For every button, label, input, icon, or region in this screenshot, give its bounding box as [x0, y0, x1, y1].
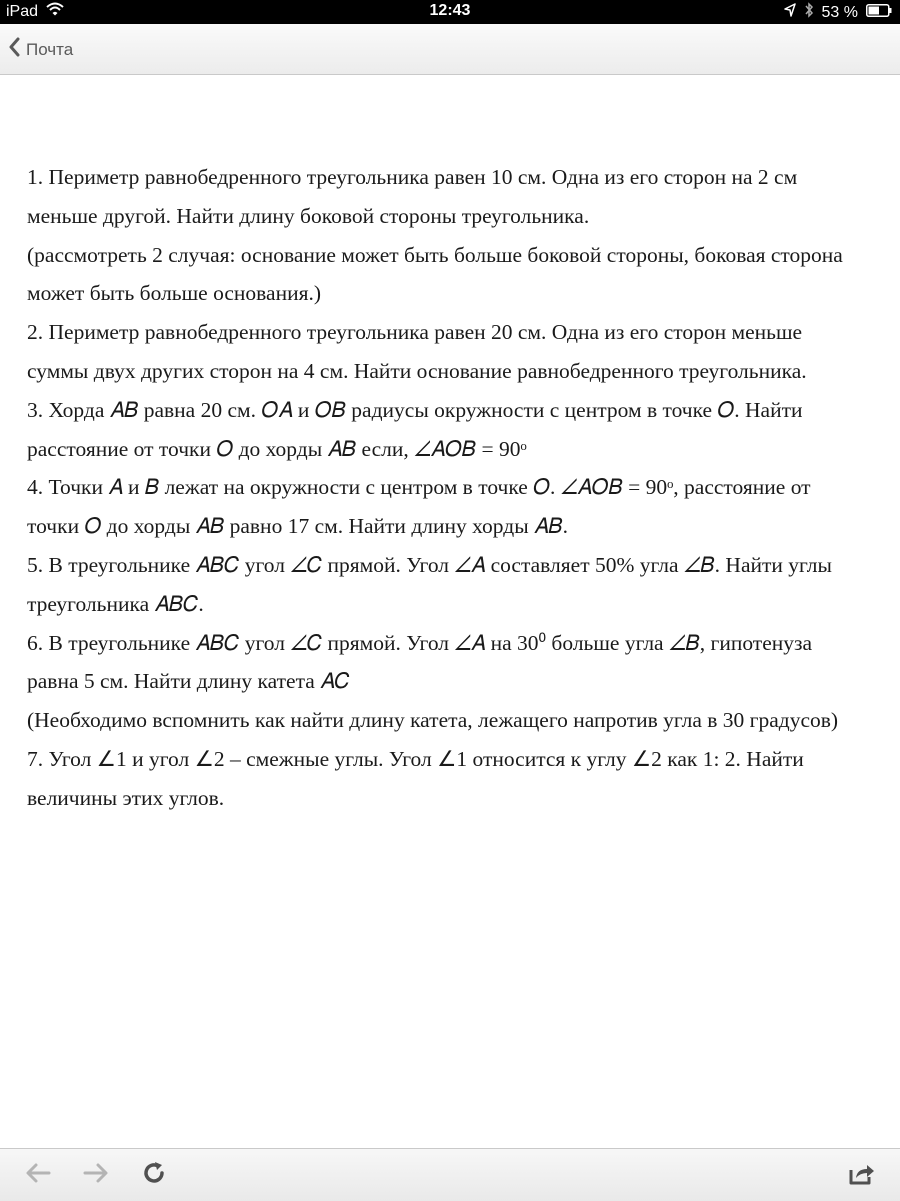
location-icon [784, 3, 796, 22]
document-line: 2. Периметр равнобедренного треугольника равен 20 см. Одна из его сторон меньше [27, 320, 803, 345]
navigation-bar [0, 24, 900, 75]
document-line: точки 𝑂 до хорды 𝐴𝐵 равно 17 см. Найти длину хорды 𝐴𝐵. [27, 514, 568, 539]
document-line: может быть больше основания.) [27, 281, 322, 306]
share-icon [848, 1160, 876, 1191]
document-line: величины этих углов. [27, 785, 225, 810]
forward-arrow-button[interactable] [82, 1161, 110, 1189]
document-line: расстояние от точки 𝑂 до хорды 𝐴𝐵 если, ∠𝐴𝑂𝐵 = 90ᵒ [27, 436, 527, 461]
document-line: (Необходимо вспомнить как найти длину катета, лежащего напротив угла в 30 градусов) [27, 708, 839, 733]
document-line: (рассмотреть 2 случая: основание может быть больше боковой стороны, боковая сторона [27, 242, 843, 267]
back-button-label: Почта [26, 39, 74, 59]
document-line: 3. Хорда 𝐴𝐵 равна 20 см. 𝑂𝐴 и 𝑂𝐵 радиусы окружности с центром в точке 𝑂. Найти [27, 397, 803, 422]
back-arrow-icon [25, 1162, 51, 1189]
document-line: 4. Точки 𝐴 и 𝐵 лежат на окружности с центром в точке 𝑂. ∠𝐴𝑂𝐵 = 90ᵒ, расстояние от [27, 475, 811, 500]
battery-percent: 53 % [821, 3, 858, 21]
bottom-toolbar [0, 1148, 900, 1201]
document-line: 6. В треугольнике 𝐴𝐵𝐶 угол ∠𝐶 прямой. Угол ∠𝐴 на 30⁰ больше угла ∠𝐵, гипотенуза [27, 630, 813, 655]
reload-icon [141, 1160, 167, 1191]
document-line: треугольника 𝐴𝐵𝐶. [27, 591, 204, 616]
bluetooth-icon [804, 2, 814, 23]
document-line: меньше другой. Найти длину боковой стороны треугольника. [27, 203, 590, 228]
reload-button[interactable] [140, 1161, 168, 1189]
document-line: 7. Угол ∠1 и угол ∠2 – смежные углы. Угол ∠1 относится к углу ∠2 как 1: 2. Найти [27, 746, 804, 771]
back-arrow-button[interactable] [24, 1161, 52, 1189]
forward-arrow-icon [83, 1162, 109, 1189]
back-to-mail-button[interactable] [8, 37, 73, 62]
document-line: 5. В треугольнике 𝐴𝐵𝐶 угол ∠𝐶 прямой. Угол ∠𝐴 составляет 50% угла ∠𝐵. Найти углы [27, 552, 832, 577]
document-content [27, 158, 889, 818]
chevron-left-icon [8, 37, 20, 62]
status-bar-right [784, 2, 892, 23]
document-line: 1. Периметр равнобедренного треугольника равен 10 см. Одна из его сторон на 2 см [27, 165, 798, 189]
share-button[interactable] [848, 1161, 876, 1189]
status-bar [0, 0, 900, 24]
document-line: суммы двух других сторон на 4 см. Найти основание равнобедренного треугольника. [27, 358, 807, 383]
document-line: равна 5 см. Найти длину катета 𝐴𝐶 [27, 669, 350, 694]
device-name: iPad [6, 2, 39, 20]
status-time: 12:43 [429, 2, 471, 19]
battery-icon [866, 4, 892, 22]
